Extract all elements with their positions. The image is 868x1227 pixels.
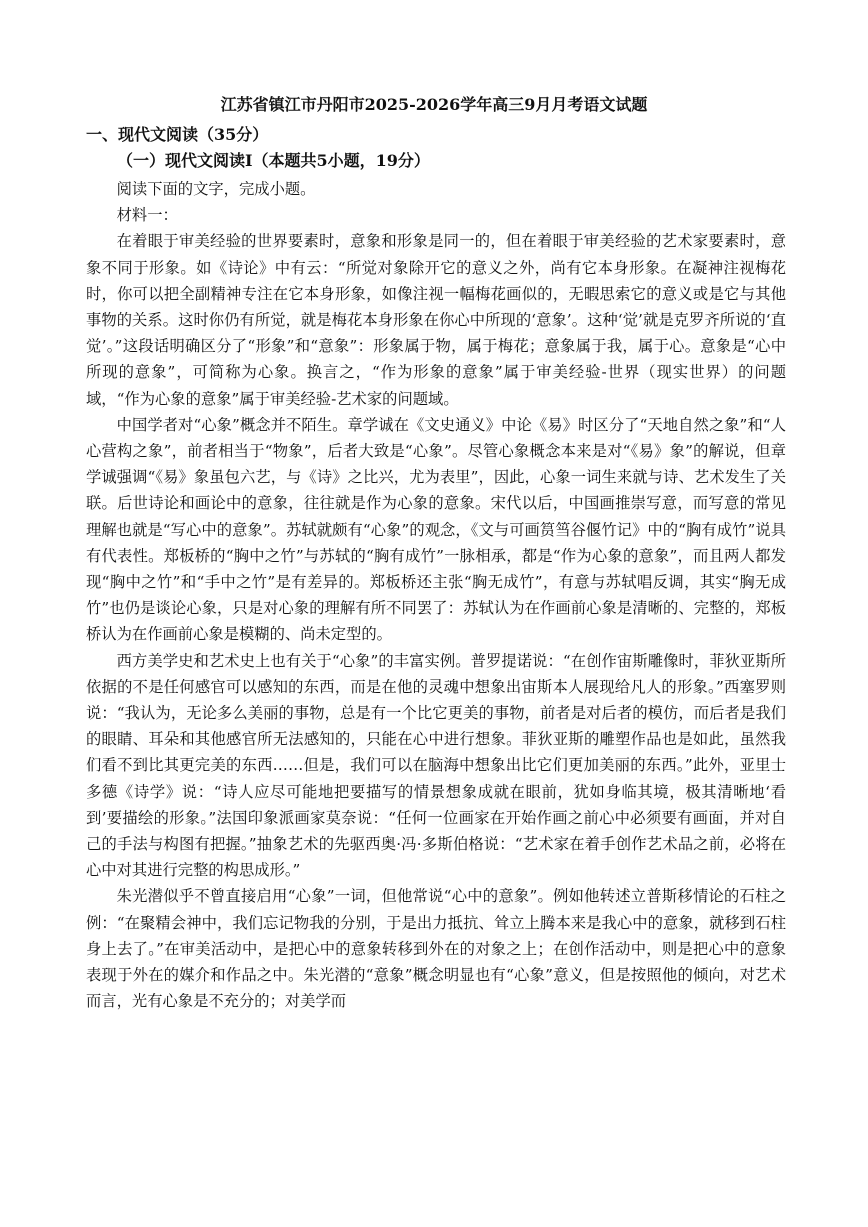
section-heading: 一、现代文阅读（35分） <box>86 125 269 144</box>
passage-body <box>86 176 786 1015</box>
document-title: 江苏省镇江市丹阳市2025-2026学年高三9月月考语文试题 <box>220 95 648 114</box>
subsection-heading: （一）现代文阅读I（本题共5小题，19分） <box>117 151 430 170</box>
passage-paragraph: 西方美学史和艺术史上也有关于“心象”的丰富实例。普罗提诺说：“在创作宙斯雕像时，菲狄亚斯所依据的不是任何感官可以感知的东西，而是在他的灵魂中想象出宙斯本人展现给凡人的形象。”西塞罗则说：“我认为，无论多么美丽的事物，总是有一个比它更美的事物，前者是对后者的模仿，而后者是我们的眼睛、耳朵和其他感官所无法感知的，只能在心中进行想象。菲狄亚斯的雕塑作品也是如此，虽然我们看不到比其更完美的东西……但是，我们可以在脑海中想象出比它们更加美丽的东西。”此外，亚里士多德《诗学》说：“诗人应尽可能地把要描写的情景想象成就在眼前，犹如身临其境，极其清晰地‘看到’要描绘的形象。”法国印象派画家莫奈说：“任何一位画家在开始作画之前心中必须要有画面，并对自己的手法与构图有把握。”抽象艺术的先驱西奥·冯·多斯伯格说：“艺术家在着手创作艺术品之前，必将在心中对其进行完整的构思成形。” <box>86 651 786 880</box>
passage-paragraph: 中国学者对“心象”概念并不陌生。章学诚在《文史通义》中论《易》时区分了“天地自然之象”和“人心营构之象”，前者相当于“物象”，后者大致是“心象”。尽管心象概念本来是对“《易》象”的解说，但章学诚强调“《易》象虽包六艺，与《诗》之比兴，尤为表里”，因此，心象一词生来就与诗、艺术发生了关联。后世诗论和画论中的意象，往往就是作为心象的意象。宋代以后，中国画推崇写意，而写意的常见理解也就是“写心中的意象”。苏轼就颇有“心象”的观念，《文与可画筼筜谷偃竹记》中的“胸有成竹”说具有代表性。郑板桥的“胸中之竹”与苏轼的“胸有成竹”一脉相承，都是“作为心象的意象”，而且两人都发现“胸中之竹”和“手中之竹”是有差异的。郑板桥还主张“胸无成竹”，有意与苏轼唱反调，其实“胸无成竹”也仍是谈论心象，只是对心象的理解有所不同罢了：苏轼认为在作画前心象是清晰的、完整的，郑板桥认为在作画前心象是模糊的、尚未定型的。 <box>86 415 786 644</box>
passage-paragraph: 朱光潜似乎不曾直接启用“心象”一词，但他常说“心中的意象”。例如他转述立普斯移情论的石柱之例：“在聚精会神中，我们忘记物我的分别，于是出力抵抗、耸立上腾本来是我心中的意象，就移到石柱身上去了。”在审美活动中，是把心中的意象转移到外在的对象之上；在创作活动中，则是把心中的意象表现于外在的媒介和作品之中。朱光潜的“意象”概念明显也有“心象”意义，但是按照他的倾向，对艺术而言，光有心象是不充分的；对美学而 <box>86 887 786 1011</box>
passage-paragraph: 在着眼于审美经验的世界要素时，意象和形象是同一的，但在着眼于审美经验的艺术家要素时，意象不同于形象。如《诗论》中有云：“所觉对象除开它的意义之外，尚有它本身形象。在凝神注视梅花时，你可以把全副精神专注在它本身形象，如像注视一幅梅花画似的，无暇思索它的意义或是它与其他事物的关系。这时你仍有所觉，就是梅花本身形象在你心中所现的‘意象’。这种‘觉’就是克罗齐所说的‘直觉’。”这段话明确区分了“形象”和“意象”：形象属于物，属于梅花；意象属于我，属于心。意象是“心中所现的意象”，可简称为心象。换言之，“作为形象的意象”属于审美经验-世界（现实世界）的问题域，“作为心象的意象”属于审美经验-艺术家的问题域。 <box>86 232 786 408</box>
instruction-paragraph: 阅读下面的文字，完成小题。 <box>116 180 316 198</box>
material-label: 材料一： <box>116 206 178 225</box>
